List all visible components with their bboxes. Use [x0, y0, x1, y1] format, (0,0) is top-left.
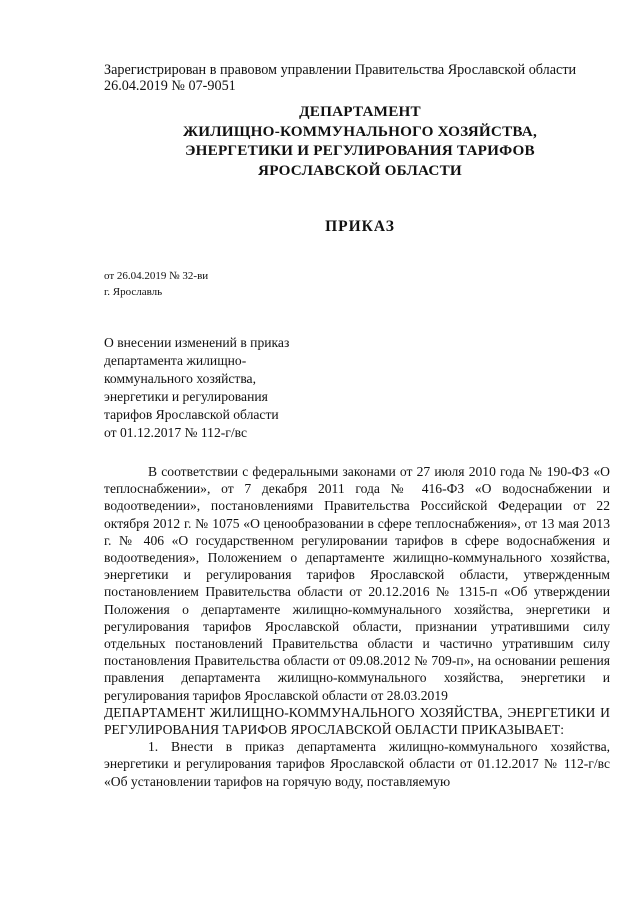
- document-body: [104, 463, 610, 790]
- registration-note: [104, 62, 576, 94]
- subject-line-4: энергетики и регулирования: [104, 389, 268, 404]
- registration-line-1: Зарегистрирован в правовом управлении Правительства Ярославской области: [104, 62, 577, 78]
- order-phrase: ДЕПАРТАМЕНТ ЖИЛИЩНО-КОММУНАЛЬНОГО ХОЗЯЙСТВА, ЭНЕРГЕТИКИ И РЕГУЛИРОВАНИЯ ТАРИФОВ ЯРОСЛАВСКОЙ ОБЛАСТИ ПРИКАЗЫВАЕТ:: [104, 704, 610, 738]
- subject-line-5: тарифов Ярославской области: [104, 407, 279, 422]
- item-1-paragraph: 1. Внести в приказ департамента жилищно-коммунального хозяйства, энергетики и регулирования тарифов Ярославской области от 01.12.2017 № 112-г/вс «Об установлении тарифов на горячую воду, поставляемую: [104, 739, 610, 789]
- organization-line-1: ДЕПАРТАМЕНТ: [299, 103, 421, 120]
- subject-line-3: коммунального хозяйства,: [104, 371, 256, 386]
- organization-line-4: ЯРОСЛАВСКОЙ ОБЛАСТИ: [258, 161, 462, 179]
- organization-line-3: ЭНЕРГЕТИКИ И РЕГУЛИРОВАНИЯ ТАРИФОВ: [185, 142, 535, 159]
- order-subject: [104, 334, 289, 442]
- document-title: ПРИКАЗ: [325, 218, 395, 235]
- subject-line-2: департамента жилищно-: [104, 353, 247, 368]
- order-date-number: от 26.04.2019 № 32-ви: [104, 270, 209, 282]
- organization-line-2: ЖИЛИЩНО-КОММУНАЛЬНОГО ХОЗЯЙСТВА,: [183, 122, 537, 140]
- subject-line-6: от 01.12.2017 № 112-г/вс: [104, 425, 248, 440]
- registration-line-2: 26.04.2019 № 07-9051: [104, 78, 236, 94]
- document-meta: [104, 268, 208, 300]
- subject-line-1: О внесении изменений в приказ: [104, 335, 290, 350]
- order-city: г. Ярославль: [104, 286, 163, 298]
- preamble-paragraph: В соответствии с федеральными законами от 27 июля 2010 года № 190-ФЗ «О теплоснабжении», от 7 декабря 2011 года № 416-ФЗ «О водоснабжении и водоотведении», постановлениями Правительства Российской Федерации от 22 октября 2012 г. № 1075 «О ценообразовании в сфере теплоснабжения», от 13 мая 2013 г. № 406 «О государственном регулировании тарифов в сфере водоснабжения и водоотведения», Положением о департаменте жилищно-коммунального хозяйства, энергетики и регулирования тарифов Ярославской области, утвержденным постановлением Правительства области от 20.12.2016 № 1315-п «Об утверждении Положения о департаменте жилищно-коммунального хозяйства, энергетики и регулирования тарифов Ярославской области, признании утратившими силу отдельных постановлений Правительства области и частично утратившим силу постановления Правительства области от 09.08.2012 № 709-п», на основании решения правления департамента жилищно-коммунального хозяйства, энергетики и регулирования тарифов Ярославской области от 28.03.2019: [104, 464, 610, 703]
- organization-heading: [110, 102, 610, 180]
